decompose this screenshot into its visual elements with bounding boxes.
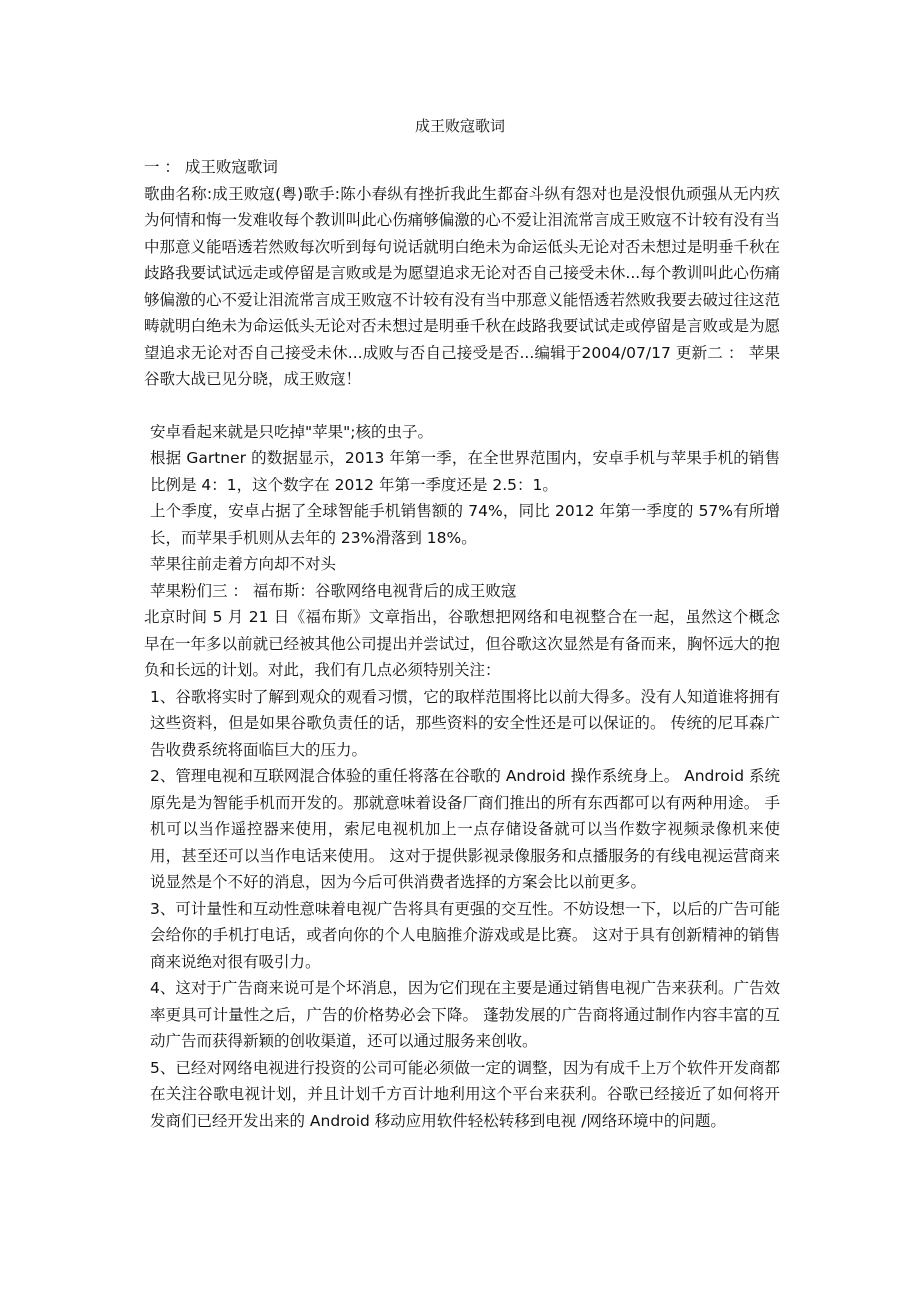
list-item-3: 3、可计量性和互动性意味着电视广告将具有更强的交互性。不妨设想一下，以后的广告可能会给你的手机打电话，或者向你的个人电脑推介游戏或是比赛。 这对于具有创新精神的销售商来说绝对很有吸引力。: [150, 899, 780, 971]
paragraph-gartner: 根据 Gartner 的数据显示，2013 年第一季，在全世界范围内，安卓手机与苹果手机的销售比例是 4：1，这个数字在 2012 年第一季度还是 2.5：1。: [150, 449, 780, 494]
paragraph-apple-direction: 苹果往前走着方向却不对头: [150, 555, 337, 573]
paragraph-android-bug: 安卓看起来就是只吃掉"苹果";核的虫子。: [150, 422, 433, 441]
section-heading-one: 一 ： 成王败寇歌词: [144, 158, 278, 176]
section-heading-three: 苹果粉们三 ： 福布斯：谷歌网络电视背后的成王败寇: [150, 581, 517, 600]
document-title: 成王败寇歌词: [414, 117, 505, 135]
list-item-2: 2、管理电视和互联网混合体验的重任将落在谷歌的 Android 操作系统身上。 Android 系统原先是为智能手机而开发的。那就意味着设备厂商们推出的所有东西都可以有两种用途。 手机可以当作遥控器来使用，索尼电视机加上一点存储设备就可以当作数字视频录像机来使用，甚至还可以当作电话来使用。 这对于提供影视录像服务和点播服务的有线电视运营商来说显然是个不好的消息，因为今后可供消费者选择的方案会比以前更多。: [150, 767, 780, 891]
document-body: [144, 154, 780, 1134]
paragraph-forbes: 北京时间 5 月 21 日《福布斯》文章指出，谷歌想把网络和电视整合在一起，虽然这个概念早在一年多以前就已经被其他公司提出并尝试过，但谷歌这次显然是有备而来，胸怀远大的抱负和长远的计划。对此，我们有几点必须特别关注：: [144, 608, 780, 679]
list-item-1: 1、谷歌将实时了解到观众的观看习惯，它的取样范围将比以前大得多。没有人知道谁将拥有这些资料，但是如果谷歌负责任的话，那些资料的安全性还是可以保证的。 传统的尼耳森广告收费系统将面临巨大的压力。: [150, 687, 780, 759]
paragraph-last-quarter: 上个季度，安卓占据了全球智能手机销售额的 74%，同比 2012 年第一季度的 57%有所增长，而苹果手机则从去年的 23%滑落到 18%。: [150, 502, 780, 547]
list-item-4: 4、这对于广告商来说可是个坏消息，因为它们现在主要是通过销售电视广告来获利。广告效率更具可计量性之后，广告的价格势必会下降。 蓬勃发展的广告商将通过制作内容丰富的互动广告而获得新颖的创收渠道，还可以通过服务来创收。: [150, 979, 780, 1050]
lyrics-paragraph: 歌曲名称:成王败寇(粤)歌手:陈小春纵有挫折我此生都奋斗纵有怨对也是没恨仇顽强从无内疚为何情和悔一发难收每个教训叫此心伤痛够偏激的心不爱让泪流常言成王败寇不计较有没有当中那意义能唔透若然败每次听到每句说话就明白绝未为命运低头无论对否未想过是明垂千秋在歧路我要试试远走或停留是言败或是为愿望追求无论对否自己接受未休...每个教训叫此心伤痛够偏激的心不爱让泪流常言成王败寇不计较有没有当中那意义能悟透若然败我要去破过往这范畴就明白绝未为命运低头无论对否未想过是明垂千秋在歧路我要试试走或停留是言败或是为愿望追求无论对否自己接受未休...成败与否自己接受是否...编辑于2004/07/17 更新二 ： 苹果谷歌大战已见分晓，成王败寇！: [144, 184, 780, 388]
list-item-5: 5、已经对网络电视进行投资的公司可能必须做一定的调整，因为有成千上万个软件开发商都在关注谷歌电视计划，并且计划千方百计地利用这个平台来获利。谷歌已经接近了如何将开发商们已经开发出来的 Android 移动应用软件轻松转移到电视 /网络环境中的问题。: [150, 1058, 780, 1130]
